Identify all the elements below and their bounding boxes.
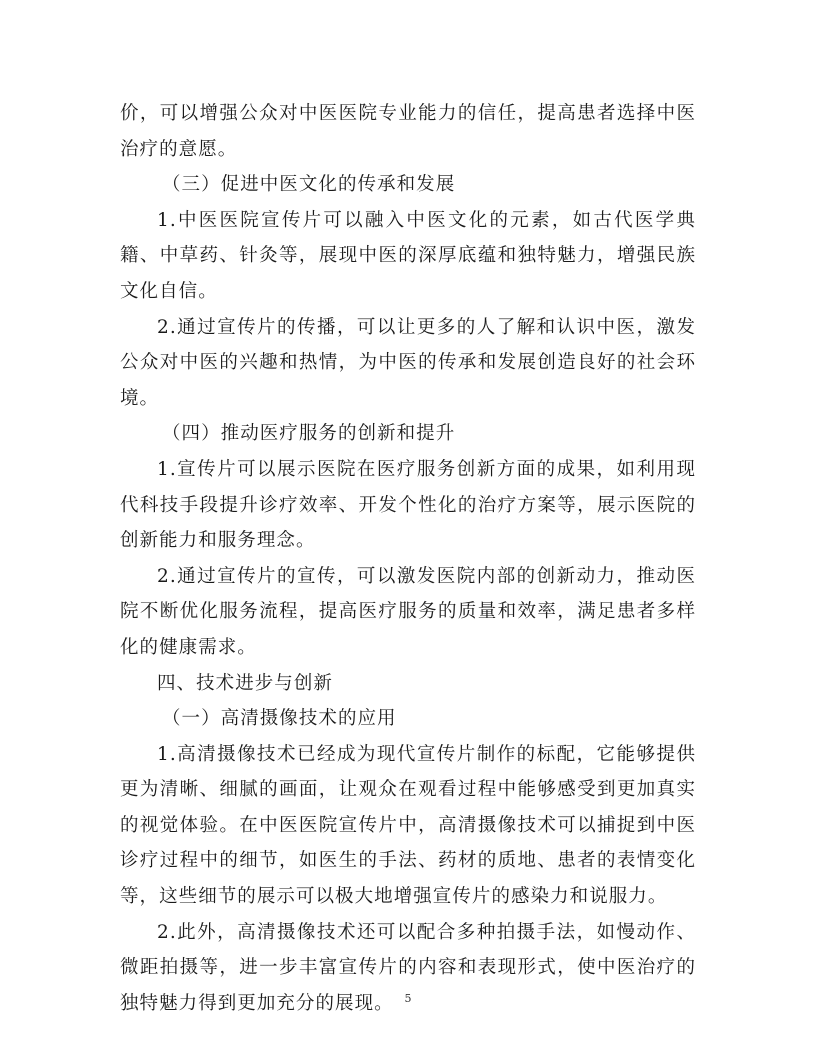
chapter-heading: 四、技术进步与创新 — [157, 672, 333, 694]
paragraph: 1.中医医院宣传片可以融入中医文化的元素，如古代医学典籍、中草药、针灸等，展现中医的深厚底蕴和独特魅力，增强民族文化自信。 — [120, 209, 696, 302]
paragraph: 2.通过宣传片的传播，可以让更多的人了解和认识中医，激发公众对中医的兴趣和热情，为中医的传承和发展创造良好的社会环境。 — [120, 316, 696, 409]
section-heading: （三）促进中医文化的传承和发展 — [162, 174, 456, 196]
section-heading: （四）推动医疗服务的创新和提升 — [162, 423, 456, 445]
paragraph: 2.此外，高清摄像技术还可以配合多种拍摄手法，如慢动作、微距拍摄等，进一步丰富宣传片的内容和表现形式，使中医治疗的独特魅力得到更加充分的展现。 — [120, 921, 696, 1014]
section-heading: （一）高清摄像技术的应用 — [162, 708, 397, 730]
paragraph: 1.宣传片可以展示医院在医疗服务创新方面的成果，如利用现代科技手段提升诊疗效率、开发个性化的治疗方案等，展示医院的创新能力和服务理念。 — [120, 458, 696, 552]
paragraph: 1.高清摄像技术已经成为现代宣传片制作的标配，它能够提供更为清晰、细腻的画面，让观众在观看过程中能够感受到更加真实的视觉体验。在中医医院宣传片中，高清摄像技术可以捕捉到中医诊疗过程中的细节，如医生的手法、药材的质地、患者的表情变化等，这些细节的展示可以极大地增强宣传片的感染力和说服力。 — [120, 743, 696, 908]
paragraph: 2.通过宣传片的宣传，可以激发医院内部的创新动力，推动医院不断优化服务流程，提高医疗服务的质量和效率，满足患者多样化的健康需求。 — [120, 565, 696, 658]
page-number: 5 — [404, 992, 412, 1005]
paragraph: 价，可以增强公众对中医医院专业能力的信任，提高患者选择中医治疗的意愿。 — [120, 103, 696, 160]
document-body — [120, 96, 696, 1021]
